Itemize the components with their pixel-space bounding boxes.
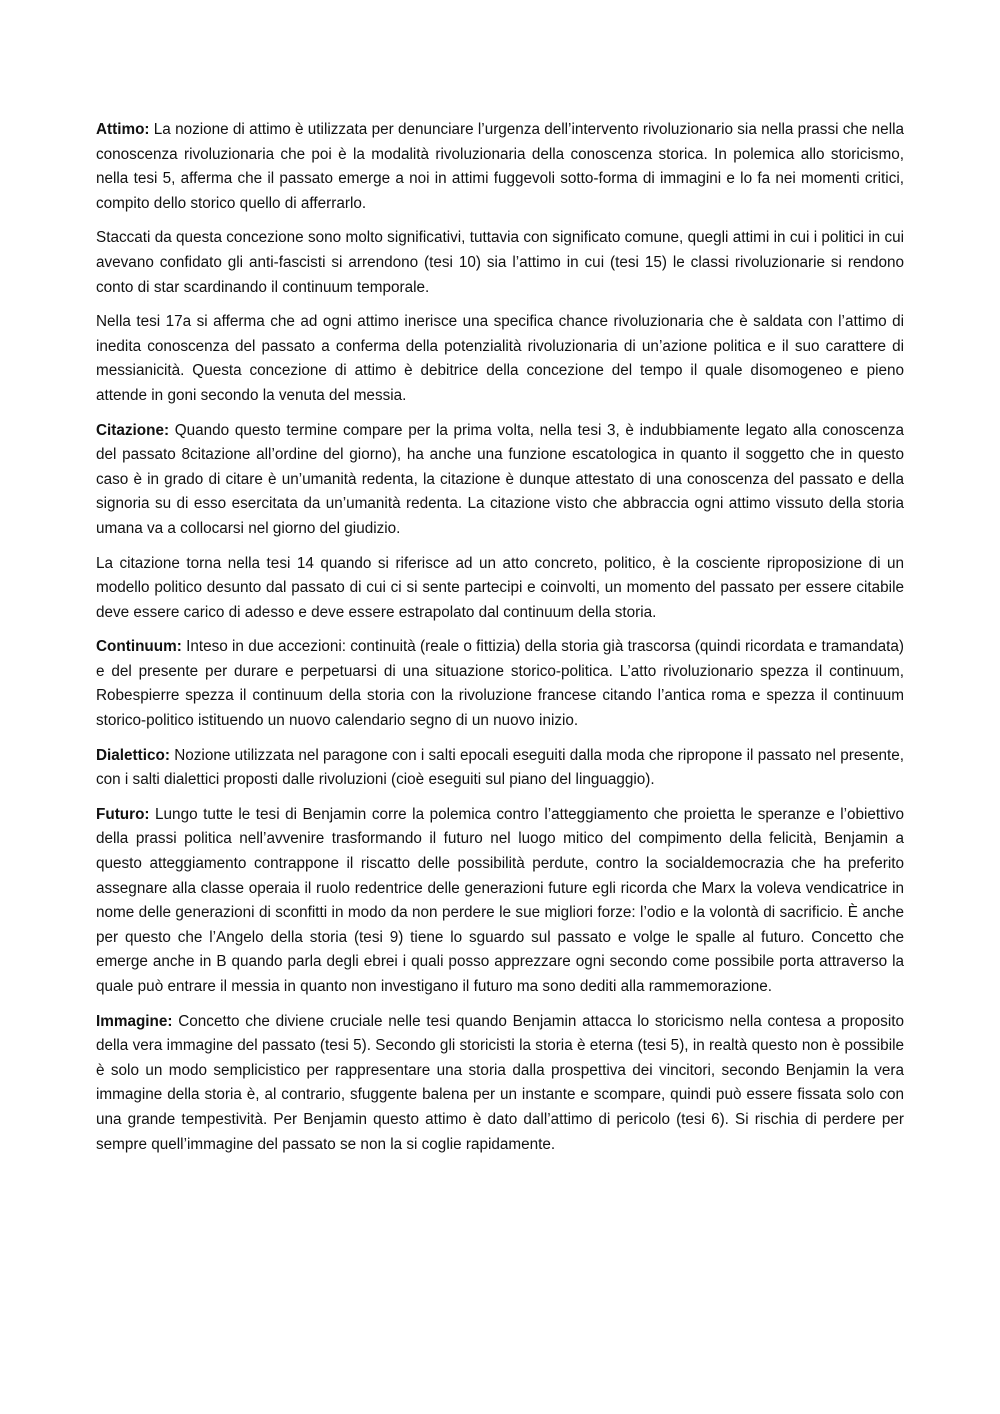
paragraph-text: Nozione utilizzata nel paragone con i salti epocali eseguiti dalla moda che ripropone il passato nel presente, con i salti dialettici proposti dalle rivoluzioni (cioè eseguiti sul piano del linguaggio). [96, 746, 904, 789]
paragraph-dialettico [96, 744, 904, 793]
paragraph-citazione-continued [96, 552, 904, 626]
paragraph-text: Staccati da questa concezione sono molto significativi, tuttavia con significato comune, quegli attimi in cui i politici in cui avevano confidato gli anti-fascisti si arrendono (tesi 10) sia l’attimo in cui (tesi 15) le classi rivoluzionarie si rendono conto di star scardinando il continuum temporale. [96, 229, 904, 296]
term-heading: Dialettico: [96, 746, 170, 764]
paragraph-attimo-continued-2 [96, 310, 904, 408]
paragraph-text: La citazione torna nella tesi 14 quando si riferisce ad un atto concreto, politico, è la cosciente riproposizione di un modello politico desunto dal passato di cui ci si sente partecipi e coinvolti, un momento del passato per essere citabile deve essere carico di adesso e deve essere estrapolato dal continuum della storia. [96, 554, 904, 621]
document-body [96, 118, 904, 1167]
paragraph-text: La nozione di attimo è utilizzata per denunciare l’urgenza dell’intervento rivoluzionario sia nella prassi che nella conoscenza rivoluzionaria che poi è la modalità rivoluzionaria della conoscenza storica. In polemica allo storicismo, nella tesi 5, afferma che il passato emerge a noi in attimi fuggevoli sotto-forma di immagini e lo fa nei momenti critici, compito dello storico quello di afferrarlo. [96, 121, 904, 212]
paragraph-text: Nella tesi 17a si afferma che ad ogni attimo inerisce una specifica chance rivoluzionaria che è saldata con l’attimo di inedita conoscenza del passato a conferma della potenzialità rivoluzionaria di un’azione politica e il suo carattere di messianicità. Questa concezione di attimo è debitrice della concezione del tempo il quale disomogeneo e pieno attende in goni secondo la venuta del messia. [96, 313, 904, 404]
paragraph-text: Inteso in due accezioni: continuità (reale o fittizia) della storia già trascorsa (quindi ricordata e tramandata) e del presente per durare e perpetuarsi di una situazione storico-politica. L’atto rivoluzionario spezza il continuum, Robespierre spezza il continuum della storia con la rivoluzione francese citando l’antica roma e spezza il continuum storico-politico istituendo un nuovo calendario segno di un nuovo inizio. [96, 638, 904, 730]
paragraph-continuum [96, 635, 904, 733]
paragraph-immagine [96, 1010, 904, 1158]
term-heading: Continuum: [96, 638, 182, 656]
term-heading: Citazione: [96, 421, 170, 439]
paragraph-attimo [96, 118, 904, 216]
paragraph-text: Quando questo termine compare per la prima volta, nella tesi 3, è indubbiamente legato alla conoscenza del passato 8citazione all’ordine del giorno), ha anche una funzione escatologica in quanto il soggetto che in questo caso è in grado di citare è un’umanità redenta, la citazione è dunque attestato di una conoscenza del passato e della signoria su di esso esercitata da un’umanità redenta. La citazione visto che abbraccia ogni attimo vissuto della storia umana va a collocarsi nel giorno del giudizio. [96, 421, 904, 537]
paragraph-text: Lungo tutte le tesi di Benjamin corre la polemica contro l’atteggiamento che proietta le speranze e l’obiettivo della prassi politica nell’avvenire trasformando il futuro nel luogo mitico del compimento della felicità, Benjamin a questo atteggiamento contrappone il riscatto delle possibilità perdute, contro la socialdemocrazia che ha preferito assegnare alla classe operaia il ruolo redentrice delle generazioni future egli ricorda che Marx la voleva vendicatrice in nome delle generazioni di sconfitti in modo da non perdere le sue migliori forze: l’odio e la volontà di sacrificio. È anche per questo che l’Angelo della storia (tesi 9) tiene lo sguardo sul passato e volge le spalle al futuro. Concetto che emerge anche in B quando parla degli ebrei i quali posso apprezzare ogni secondo come possibile porta attraverso la quale può entrare il messia in quanto non investigano il futuro ma sono dediti alla rammemorazione. [96, 805, 904, 995]
term-heading: Immagine: [96, 1012, 173, 1030]
paragraph-futuro [96, 803, 904, 1000]
paragraph-citazione [96, 419, 904, 542]
term-heading: Attimo: [96, 121, 150, 138]
term-heading: Futuro: [96, 805, 150, 823]
paragraph-attimo-continued-1 [96, 226, 904, 300]
paragraph-text: Concetto che diviene cruciale nelle tesi quando Benjamin attacca lo storicismo nella contesa a proposito della vera immagine del passato (tesi 5). Secondo gli storicisti la storia è eterna (tesi 5), in realtà questo non è possibile è solo un modo semplicistico per rappresentare una storia dalla prospettiva dei vincitori, secondo Benjamin la vera immagine della storia è, al contrario, sfuggente balena per un instante e scompare, quindi può essere fissata solo con una grande tempestività. Per Benjamin questo attimo è dato dall’attimo di pericolo (tesi 6). Si rischia di perdere per sempre quell’immagine del passato se non la si coglie rapidamente. [96, 1012, 904, 1153]
